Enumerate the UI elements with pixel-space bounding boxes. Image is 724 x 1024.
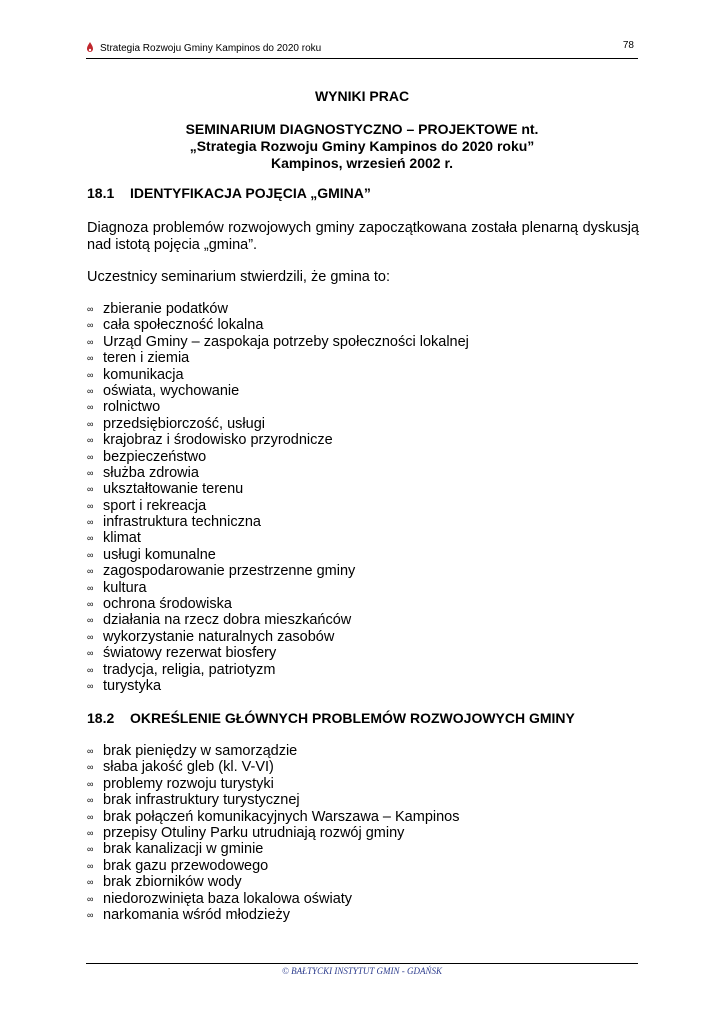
list-item-text: ukształtowanie terenu <box>103 481 244 498</box>
bullet-icon: ∞ <box>87 599 94 610</box>
list-item <box>87 645 469 661</box>
list-item-text: rolnictwo <box>103 399 161 416</box>
bullet-icon: ∞ <box>87 402 94 413</box>
list-item <box>87 514 469 530</box>
page-number: 78 <box>622 40 634 51</box>
list-item <box>87 301 469 317</box>
section-2-title: OKREŚLENIE GŁÓWNYCH PROBLEMÓW ROZWOJOWYCH GMINY <box>130 710 575 726</box>
list-item-text: wykorzystanie naturalnych zasobów <box>103 628 335 645</box>
section-1-title: IDENTYFIKACJA POJĘCIA „GMINA” <box>130 185 371 201</box>
list-item <box>87 858 459 874</box>
list-item-text: bezpieczeństwo <box>103 448 207 465</box>
bullet-icon: ∞ <box>87 762 94 773</box>
bullet-icon: ∞ <box>87 746 94 756</box>
list-item <box>87 383 469 399</box>
bullet-icon: ∞ <box>87 467 94 478</box>
list-item <box>87 465 469 481</box>
list-item <box>87 841 459 857</box>
list-item <box>87 334 469 350</box>
list-item <box>87 629 469 645</box>
list-item-text: przepisy Otuliny Parku utrudniają rozwój gminy <box>103 824 405 841</box>
list-item <box>87 416 469 432</box>
list-item <box>87 317 469 333</box>
bullet-icon: ∞ <box>87 893 94 904</box>
section-1-heading <box>87 185 371 201</box>
list-item-text: krajobraz i środowisko przyrodnicze <box>103 432 333 449</box>
list-item <box>87 580 469 596</box>
bullet-icon: ∞ <box>87 369 94 380</box>
sub-heading-1: SEMINARIUM DIAGNOSTYCZNO – PROJEKTOWE nt. <box>185 121 539 137</box>
bullet-icon: ∞ <box>87 664 94 675</box>
list-item <box>87 498 469 514</box>
list-item <box>87 399 469 415</box>
page-header <box>86 38 638 59</box>
list-item-text: brak zbiorników wody <box>103 874 242 891</box>
sub-heading-2: „Strategia Rozwoju Gminy Kampinos do 2020 roku” <box>189 138 535 154</box>
list-item <box>87 759 459 775</box>
list-item <box>87 662 469 678</box>
list-item <box>87 743 459 759</box>
bullet-icon: ∞ <box>87 877 94 888</box>
bullet-icon: ∞ <box>87 827 94 838</box>
list-item <box>87 449 469 465</box>
bullet-icon: ∞ <box>87 680 94 691</box>
list-item <box>87 907 459 923</box>
list-item-text: kultura <box>103 579 147 596</box>
bullet-icon: ∞ <box>87 517 94 528</box>
section-2-list <box>87 743 459 923</box>
main-heading: WYNIKI PRAC <box>314 88 410 104</box>
section-1-number: 18.1 <box>87 185 115 201</box>
bullet-icon: ∞ <box>87 533 94 544</box>
list-item-text: służba zdrowia <box>103 464 199 481</box>
list-item-text: problemy rozwoju turystyki <box>103 775 274 792</box>
bullet-icon: ∞ <box>87 451 94 462</box>
list-item <box>87 563 469 579</box>
bullet-icon: ∞ <box>87 484 94 495</box>
list-item-text: niedorozwinięta baza lokalowa oświaty <box>103 890 353 907</box>
logo-icon <box>86 42 94 54</box>
section-2-number: 18.2 <box>87 710 115 726</box>
list-item-text: turystyka <box>103 677 162 694</box>
list-item-text: brak kanalizacji w gminie <box>103 841 264 858</box>
list-item-text: narkomania wśród młodzieży <box>103 906 290 923</box>
list-item <box>87 776 459 792</box>
list-item-text: zagospodarowanie przestrzenne gminy <box>103 563 356 580</box>
list-item-text: klimat <box>103 530 141 547</box>
list-item-text: przedsiębiorczość, usługi <box>103 415 265 432</box>
list-item-text: brak pieniędzy w samorządzie <box>103 743 298 759</box>
bullet-icon: ∞ <box>87 844 94 855</box>
list-item-text: teren i ziemia <box>103 350 190 367</box>
list-item-text: słaba jakość gleb (kl. V-VI) <box>103 759 274 776</box>
list-item <box>87 547 469 563</box>
list-item <box>87 891 459 907</box>
bullet-icon: ∞ <box>87 304 94 314</box>
header-title: Strategia Rozwoju Gminy Kampinos do 2020 roku <box>100 43 322 54</box>
list-item-text: działania na rzecz dobra mieszkańców <box>103 612 352 629</box>
bullet-icon: ∞ <box>87 385 94 396</box>
bullet-icon: ∞ <box>87 582 94 593</box>
bullet-icon: ∞ <box>87 500 94 511</box>
list-item <box>87 596 469 612</box>
bullet-icon: ∞ <box>87 860 94 871</box>
bullet-icon: ∞ <box>87 631 94 642</box>
list-item <box>87 809 459 825</box>
list-item <box>87 350 469 366</box>
list-item-text: sport i rekreacja <box>103 497 207 514</box>
sub-heading-3: Kampinos, wrzesień 2002 r. <box>270 155 454 171</box>
list-item-text: komunikacja <box>103 366 184 383</box>
list-item-text: zbieranie podatków <box>103 301 228 317</box>
bullet-icon: ∞ <box>87 336 94 347</box>
bullet-icon: ∞ <box>87 648 94 659</box>
bullet-icon: ∞ <box>87 435 94 446</box>
list-item-text: brak połączeń komunikacyjnych Warszawa – Kampinos <box>103 808 460 825</box>
bullet-icon: ∞ <box>87 320 94 331</box>
list-item-text: infrastruktura techniczna <box>103 514 261 531</box>
list-item-text: oświata, wychowanie <box>103 382 240 399</box>
list-item <box>87 432 469 448</box>
bullet-icon: ∞ <box>87 811 94 822</box>
list-item-text: cała społeczność lokalna <box>103 317 264 334</box>
list-item <box>87 612 469 628</box>
section-2-heading <box>87 710 575 726</box>
list-item-text: ochrona środowiska <box>103 596 232 613</box>
list-item <box>87 678 469 694</box>
bullet-icon: ∞ <box>87 615 94 626</box>
list-item <box>87 874 459 890</box>
list-item-text: światowy rezerwat biosfery <box>103 645 277 662</box>
list-item <box>87 367 469 383</box>
list-item-text: tradycja, religia, patriotyzm <box>103 661 276 678</box>
bullet-icon: ∞ <box>87 353 94 364</box>
list-item-text: Urząd Gminy – zaspokaja potrzeby społeczności lokalnej <box>103 333 469 350</box>
bullet-icon: ∞ <box>87 418 94 429</box>
list-item <box>87 792 459 808</box>
list-item-text: usługi komunalne <box>103 546 216 563</box>
list-item <box>87 481 469 497</box>
bullet-icon: ∞ <box>87 549 94 560</box>
bullet-icon: ∞ <box>87 566 94 577</box>
bullet-icon: ∞ <box>87 795 94 806</box>
section-1-paragraph-1: Diagnoza problemów rozwojowych gminy zapoczątkowana została plenarną dyskusją nad istotą pojęcia „gmina”. <box>87 220 639 253</box>
list-item-text: brak gazu przewodowego <box>103 857 269 874</box>
bullet-icon: ∞ <box>87 778 94 789</box>
bullet-icon: ∞ <box>87 909 94 920</box>
list-item <box>87 825 459 841</box>
section-1-list <box>87 301 469 694</box>
section-1-paragraph-2: Uczestnicy seminarium stwierdzili, że gmina to: <box>87 269 390 285</box>
list-item <box>87 530 469 546</box>
footer-text: © BAŁTYCKI INSTYTUT GMIN - GDAŃSK <box>282 966 442 976</box>
list-item-text: brak infrastruktury turystycznej <box>103 792 300 809</box>
footer-divider <box>86 963 638 964</box>
